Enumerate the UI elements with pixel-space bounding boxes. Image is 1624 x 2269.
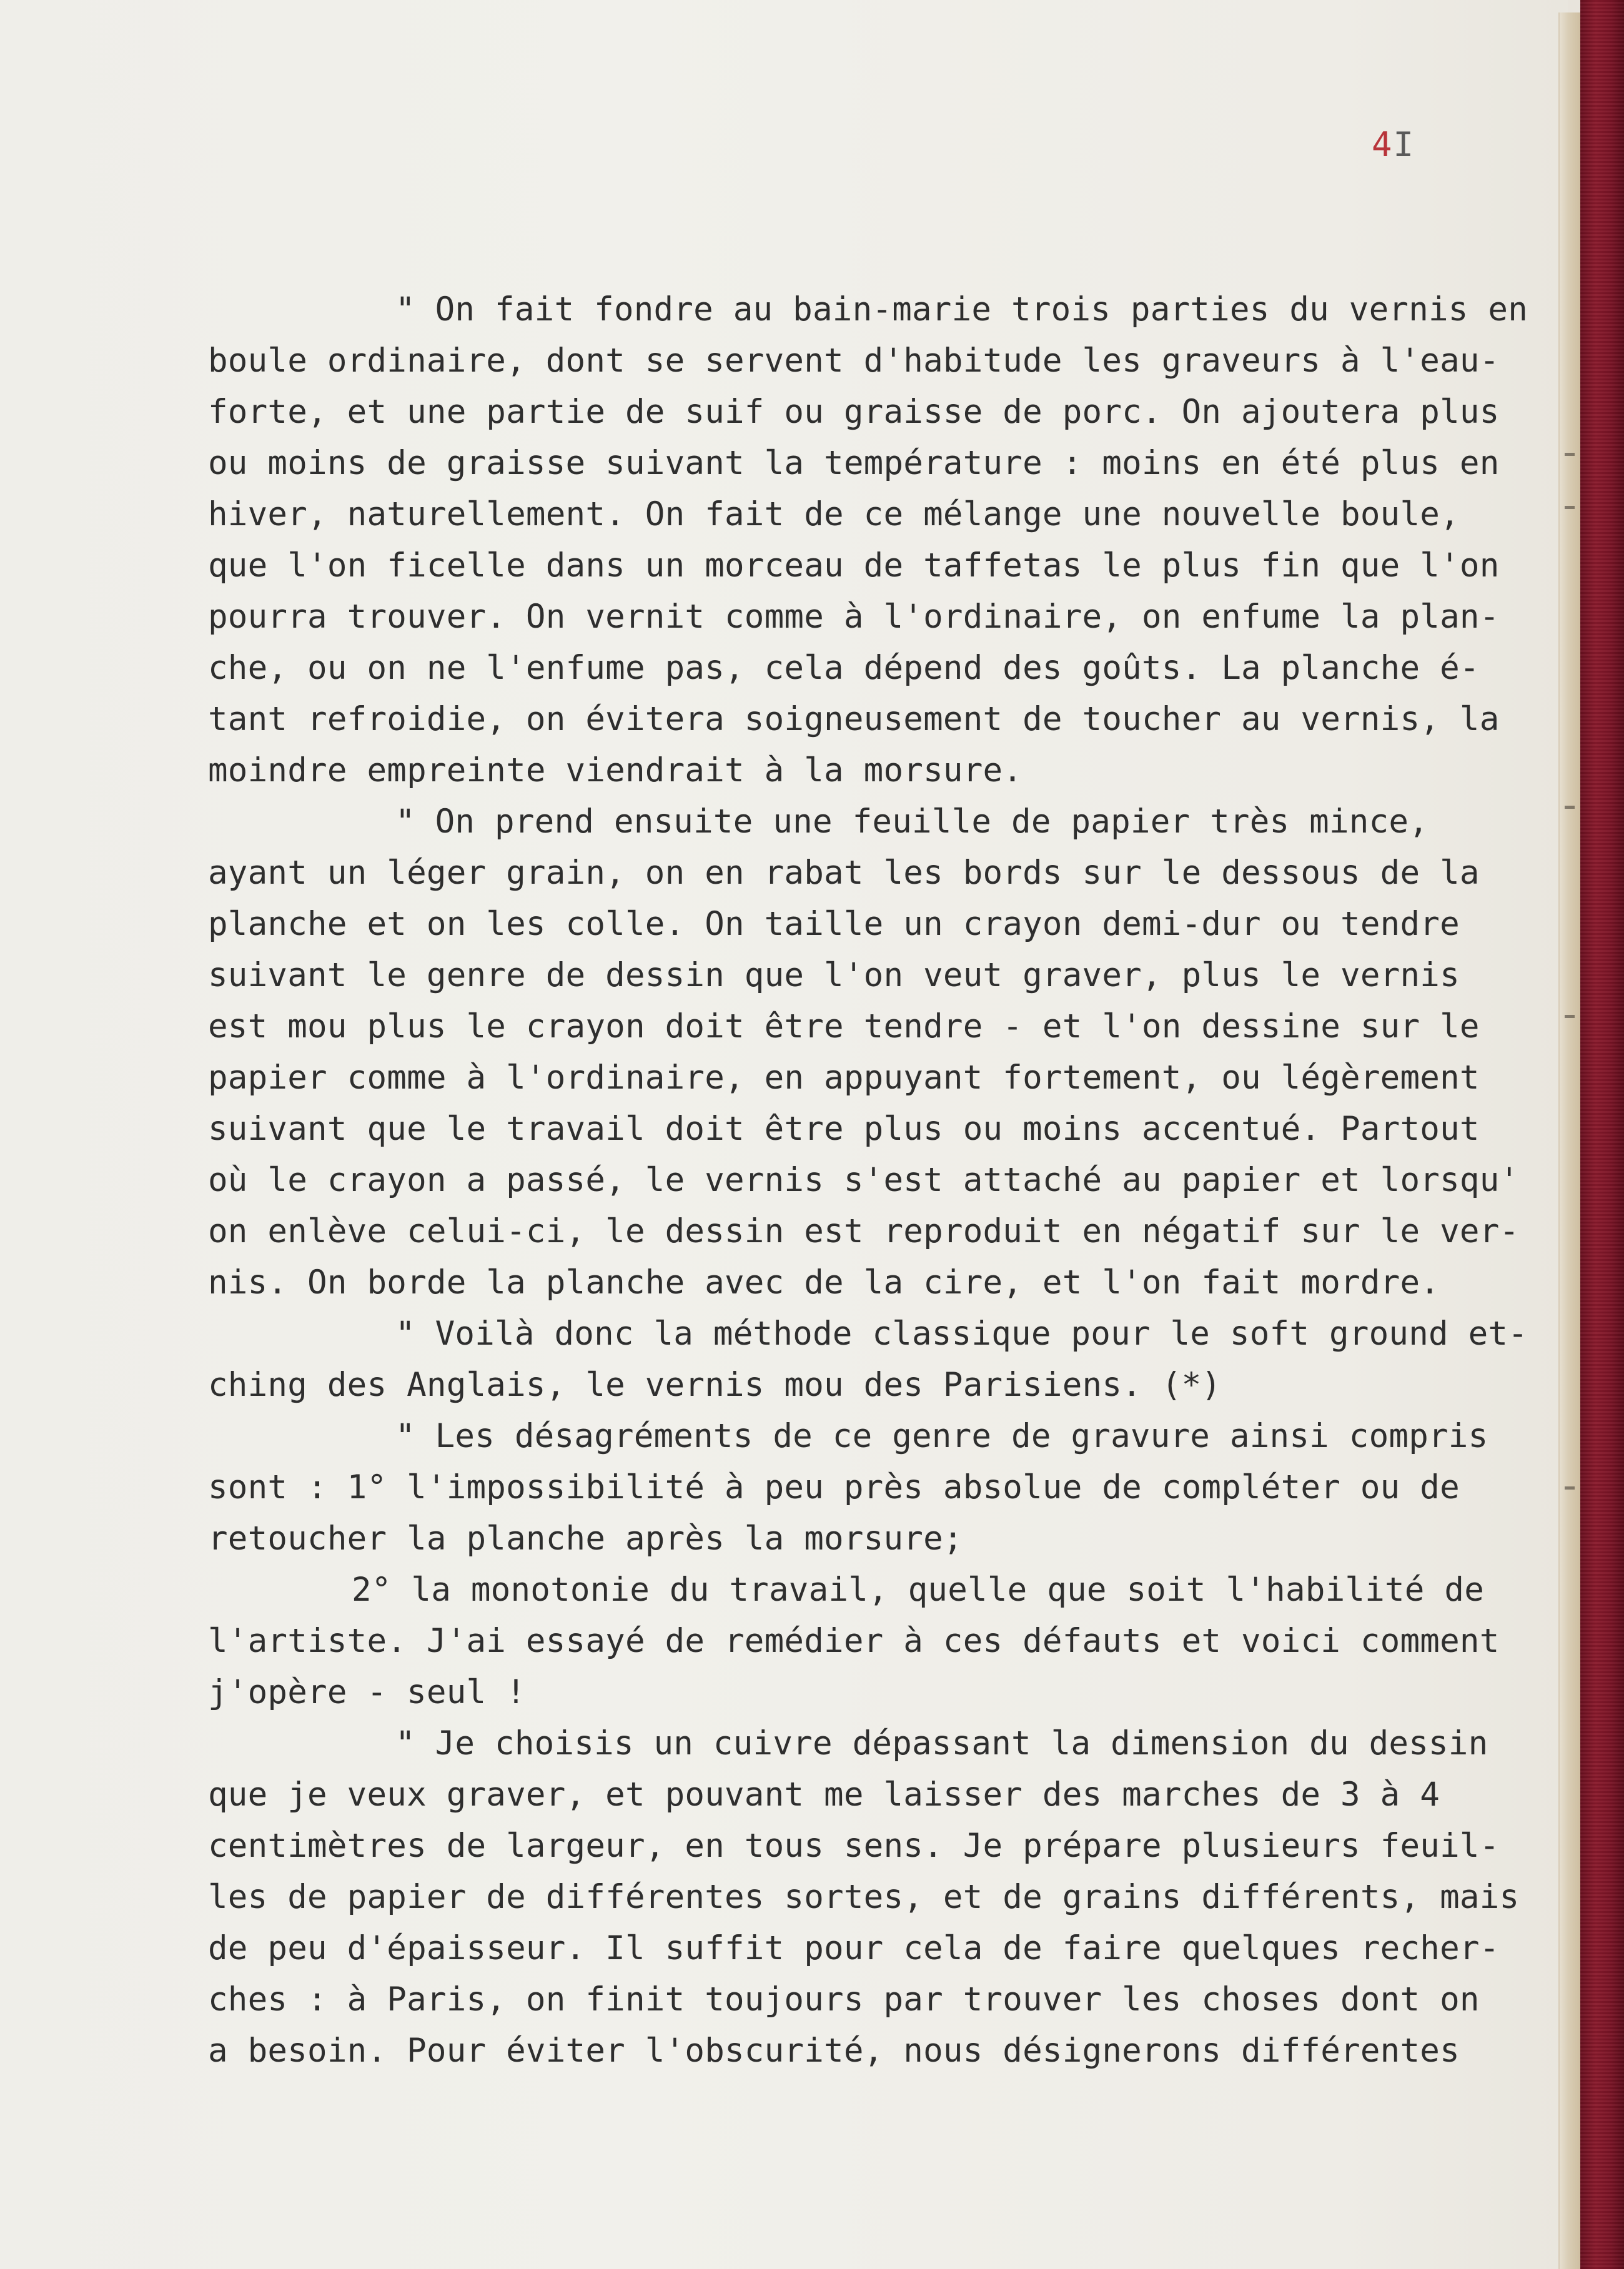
text-line: " On prend ensuite une feuille de papier très mince, [395,803,1428,841]
text-line: 2° la monotonie du travail, quelle que soit l'habilité de [352,1571,1485,1609]
text-line: ou moins de graisse suivant la température : moins en été plus en [208,444,1500,482]
text-line: boule ordinaire, dont se servent d'habitude les graveurs à l'eau- [208,342,1500,380]
text-line: " Les désagréments de ce genre de gravure ainsi compris [395,1417,1488,1455]
text-line: hiver, naturellement. On fait de ce mélange une nouvelle boule, [208,495,1460,533]
text-line: forte, et une partie de suif ou graisse de porc. On ajoutera plus [208,393,1500,431]
text-line: j'opère - seul ! [208,1673,526,1711]
text-line: a besoin. Pour éviter l'obscurité, nous désignerons différentes [208,2032,1460,2070]
text-line: sont : 1° l'impossibilité à peu près absolue de compléter ou de [208,1468,1460,1506]
text-line: de peu d'épaisseur. Il suffit pour cela de faire quelques recher- [208,1929,1500,1967]
text-line: suivant que le travail doit être plus ou moins accentué. Partout [208,1110,1480,1148]
text-line: ches : à Paris, on finit toujours par trouver les choses dont on [208,1980,1480,2019]
page-number-digit: 4 [1372,125,1394,164]
text-line: ching des Anglais, le vernis mou des Parisiens. (*) [208,1366,1222,1404]
text-line: moindre empreinte viendrait à la morsure. [208,751,1023,789]
text-line: " On fait fondre au bain-marie trois parties du vernis en [395,290,1528,329]
text-line: suivant le genre de dessin que l'on veut graver, plus le vernis [208,956,1460,994]
text-line: est mou plus le crayon doit être tendre - et l'on dessine sur le [208,1007,1480,1046]
text-line: tant refroidie, on évitera soigneusement de toucher au vernis, la [208,700,1500,738]
text-line: l'artiste. J'ai essayé de remédier à ces défauts et voici comment [208,1622,1500,1660]
text-line: nis. On borde la planche avec de la cire, et l'on fait mordre. [208,1263,1440,1302]
text-line: che, ou on ne l'enfume pas, cela dépend des goûts. La planche é- [208,649,1480,687]
text-line: où le crayon a passé, le vernis s'est attaché au papier et lorsqu' [208,1161,1520,1199]
typed-text-body [208,284,1570,2077]
text-line: ayant un léger grain, on en rabat les bords sur le dessous de la [208,854,1480,892]
text-line: que je veux graver, et pouvant me laisser des marches de 3 à 4 [208,1776,1440,1814]
text-line: " Je choisis un cuivre dépassant la dimension du dessin [395,1724,1488,1762]
text-line: que l'on ficelle dans un morceau de taffetas le plus fin que l'on [208,546,1500,585]
text-line: pourra trouver. On vernit comme à l'ordinaire, on enfume la plan- [208,598,1500,636]
text-line: planche et on les colle. On taille un crayon demi-dur ou tendre [208,905,1460,943]
text-line: on enlève celui-ci, le dessin est reproduit en négatif sur le ver- [208,1212,1520,1250]
page-number-rest: I [1393,125,1415,164]
text-line: papier comme à l'ordinaire, en appuyant fortement, ou légèrement [208,1059,1480,1097]
book-spine [1580,0,1624,2269]
text-line: " Voilà donc la méthode classique pour le soft ground et- [395,1315,1528,1353]
text-line: retoucher la planche après la morsure; [208,1520,963,1558]
page-number [1372,125,1415,164]
text-line: les de papier de différentes sortes, et de grains différents, mais [208,1878,1520,1916]
text-line: centimètres de largeur, en tous sens. Je prépare plusieurs feuil- [208,1827,1500,1865]
